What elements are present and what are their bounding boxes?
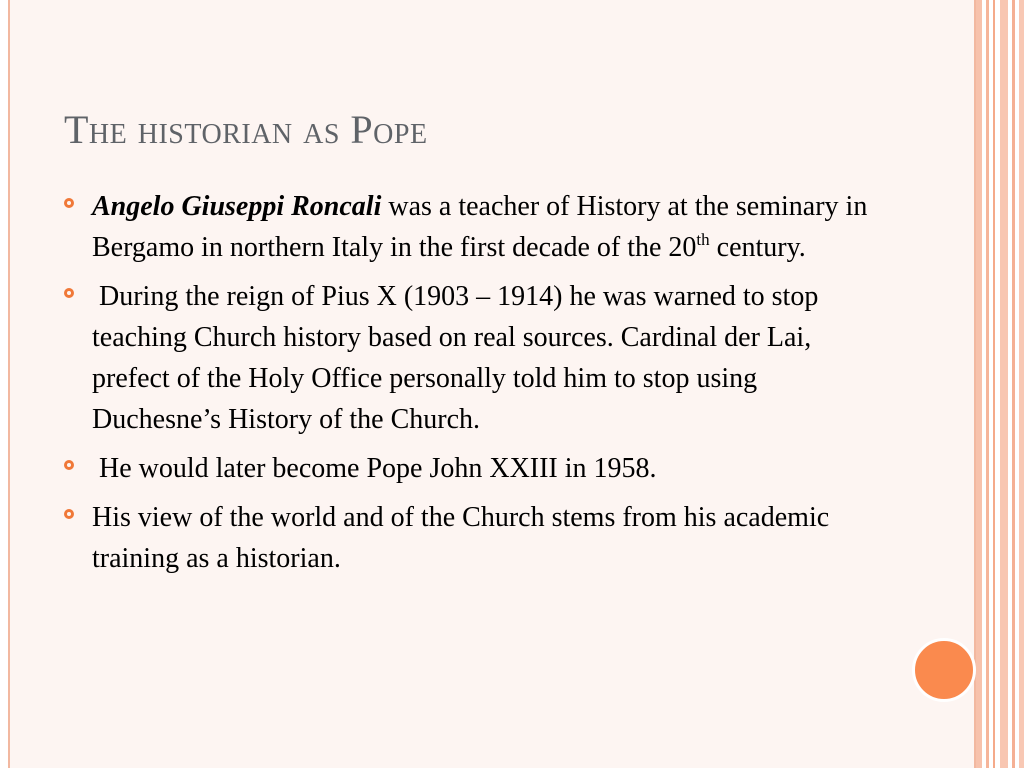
side-stripe <box>993 0 995 768</box>
side-stripe <box>1012 0 1015 768</box>
list-item <box>62 186 892 268</box>
open-circle-bullet-icon <box>64 460 74 470</box>
bullet-text: During the reign of Pius X (1903 – 1914) he was warned to stop teaching Church history based on real sources. Cardinal der Lai, prefect of the Holy Office personally told him to stop using Duchesne’s History of the Church. <box>92 281 826 435</box>
open-circle-bullet-icon <box>64 509 74 519</box>
bullet-text-part: was a teacher of History at the seminary in Bergamo in northern Italy in the first decade of the 20 <box>92 191 868 263</box>
bullet-text: His view of the world and of the Church stems from his academic training as a historian. <box>92 502 830 574</box>
person-name: Angelo Giuseppi Roncali <box>92 191 382 222</box>
list-item <box>62 497 892 579</box>
list-item <box>62 276 892 440</box>
side-stripes <box>976 0 1024 768</box>
slide-title: The historian as Pope <box>64 107 428 152</box>
bullet-list <box>62 186 892 587</box>
side-stripe <box>976 0 982 768</box>
list-item <box>62 448 892 489</box>
bullet-text <box>92 191 867 263</box>
side-stripe <box>986 0 989 768</box>
open-circle-bullet-icon <box>64 198 74 208</box>
ordinal-suffix: th <box>696 230 710 249</box>
side-stripe <box>1000 0 1008 768</box>
side-stripe <box>1019 0 1024 768</box>
bullet-text-part: century. <box>709 232 806 263</box>
bullet-text: He would later become Pope John XXIII in 1958. <box>92 453 657 484</box>
accent-circle <box>912 638 976 702</box>
open-circle-bullet-icon <box>64 288 74 298</box>
